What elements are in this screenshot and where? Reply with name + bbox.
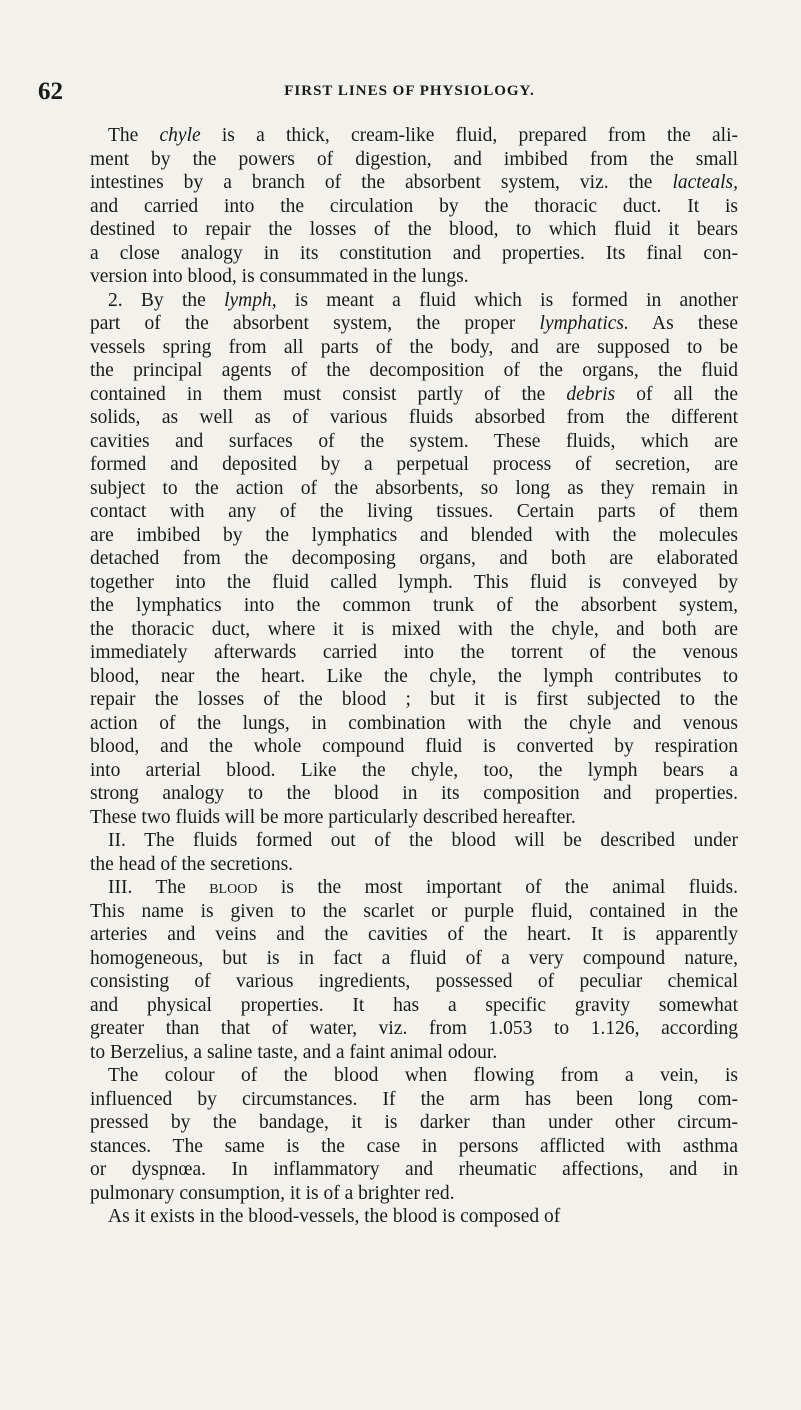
text-line xyxy=(90,406,738,430)
text-line xyxy=(90,1205,738,1229)
text-run: or dyspnœa. In inflammatory and rheumatic affections, and in xyxy=(90,1159,738,1180)
text-line xyxy=(90,876,738,900)
text-line xyxy=(90,782,738,806)
text-line xyxy=(90,312,738,336)
text-line xyxy=(90,1017,738,1041)
text-line xyxy=(90,195,738,219)
text-line xyxy=(90,571,738,595)
text-line xyxy=(90,829,738,853)
page-number: 62 xyxy=(38,78,63,105)
italic-term: lacteals, xyxy=(672,172,738,193)
text-run: influenced by circumstances. If the arm has been long com- xyxy=(90,1088,738,1110)
text-run: the lymphatics into the common trunk of the absorbent system, xyxy=(90,595,738,616)
text-line xyxy=(90,735,738,759)
text-line xyxy=(90,618,738,642)
text-line xyxy=(90,970,738,994)
body-text xyxy=(90,124,738,1229)
text-line xyxy=(90,1158,738,1182)
text-run: are imbibed by the lymphatics and blended with the molecules xyxy=(90,524,738,546)
text-run: action of the lungs, in combination with the chyle and venous xyxy=(90,712,738,734)
text-run: III. The xyxy=(108,877,210,898)
text-line xyxy=(90,688,738,712)
text-run: part of the absorbent system, the proper xyxy=(90,313,540,334)
text-line xyxy=(90,712,738,736)
text-run: destined to repair the losses of the blood, to which fluid it bears xyxy=(90,219,738,240)
text-run: the principal agents of the decomposition of the organs, the fluid xyxy=(90,360,738,381)
text-run: immediately afterwards carried into the torrent of the venous xyxy=(90,642,738,663)
text-line xyxy=(90,148,738,172)
text-run: ment by the powers of digestion, and imbibed from the small xyxy=(90,148,738,170)
text-run: and physical properties. It has a specific gravity somewhat xyxy=(90,994,738,1016)
text-line xyxy=(90,923,738,947)
text-run: As these xyxy=(628,313,738,334)
text-line xyxy=(90,1135,738,1159)
text-line xyxy=(90,1041,738,1065)
text-run: vessels spring from all parts of the body, and are supposed to be xyxy=(90,336,738,358)
text-run: The colour of the blood when flowing from a vein, is xyxy=(108,1065,738,1086)
text-run: These two fluids will be more particularly described hereafter. xyxy=(90,806,576,828)
text-run: contained in them must consist partly of the xyxy=(90,383,567,405)
running-title: FIRST LINES OF PHYSIOLOGY. xyxy=(284,83,535,99)
text-line xyxy=(90,430,738,454)
italic-term: lymphatics. xyxy=(539,313,629,334)
text-run: 2. By the xyxy=(108,289,225,311)
text-run: and carried into the circulation by the thoracic duct. It is xyxy=(90,195,738,217)
text-line xyxy=(90,900,738,924)
text-line xyxy=(90,594,738,618)
text-line xyxy=(90,947,738,971)
text-run: blood, near the heart. Like the chyle, the lymph contributes to xyxy=(90,665,738,687)
text-run: to Berzelius, a saline taste, and a faint animal odour. xyxy=(90,1041,498,1063)
text-line xyxy=(90,218,738,242)
text-line xyxy=(90,1064,738,1088)
text-run: II. The fluids formed out of the blood will be described under xyxy=(108,830,738,851)
text-line xyxy=(90,265,738,289)
text-line xyxy=(90,453,738,477)
text-run: version into blood, is consummated in the lungs. xyxy=(90,266,469,287)
text-run: detached from the decomposing organs, and both are elaborated xyxy=(90,548,738,569)
small-caps-term: blood xyxy=(209,877,258,898)
text-run: solids, as well as of various fluids absorbed from the different xyxy=(90,407,738,428)
text-line xyxy=(90,759,738,783)
text-line xyxy=(90,524,738,548)
text-line xyxy=(90,1088,738,1112)
text-run: is a thick, cream-like fluid, prepared from the ali- xyxy=(200,125,738,146)
text-line xyxy=(90,171,738,195)
text-run: subject to the action of the absorbents, so long as they remain in xyxy=(90,477,738,499)
text-run: formed and deposited by a perpetual process of secretion, are xyxy=(90,454,738,475)
text-run: As it exists in the blood-vessels, the blood is composed of xyxy=(108,1206,561,1227)
text-run: arteries and veins and the cavities of the heart. It is apparently xyxy=(90,924,738,945)
text-run: consisting of various ingredients, possessed of peculiar chemical xyxy=(90,971,738,992)
text-line xyxy=(90,124,738,148)
text-run: together into the fluid called lymph. This fluid is conveyed by xyxy=(90,571,738,593)
text-run: repair the losses of the blood ; but it is first subjected to the xyxy=(90,689,738,710)
text-run: pulmonary consumption, it is of a brighter red. xyxy=(90,1182,455,1204)
text-run: strong analogy to the blood in its composition and properties. xyxy=(90,783,738,804)
text-run: is meant a fluid which is formed in another xyxy=(276,289,738,311)
italic-term: chyle xyxy=(159,125,201,146)
text-line xyxy=(90,547,738,571)
text-run: homogeneous, but is in fact a fluid of a very compound nature, xyxy=(90,947,738,969)
text-line xyxy=(90,383,738,407)
text-run: intestines by a branch of the absorbent system, viz. the xyxy=(90,172,673,193)
text-run: greater than that of water, viz. from 1.053 to 1.126, according xyxy=(90,1018,738,1039)
text-line xyxy=(90,806,738,830)
text-run: into arterial blood. Like the chyle, too, the lymph bears a xyxy=(90,759,738,781)
text-run: is the most important of the animal fluids. xyxy=(257,877,738,898)
running-head xyxy=(38,78,741,108)
text-line xyxy=(90,853,738,877)
text-run: the head of the secretions. xyxy=(90,853,294,875)
text-line xyxy=(90,500,738,524)
text-run: contact with any of the living tissues. Certain parts of them xyxy=(90,501,738,522)
text-line xyxy=(90,665,738,689)
text-run: the thoracic duct, where it is mixed with the chyle, and both are xyxy=(90,618,738,640)
text-run: This name is given to the scarlet or purple fluid, contained in the xyxy=(90,900,738,922)
text-line xyxy=(90,289,738,313)
text-run: The xyxy=(108,125,160,146)
text-line xyxy=(90,641,738,665)
text-line xyxy=(90,994,738,1018)
text-line xyxy=(90,1182,738,1206)
text-line xyxy=(90,477,738,501)
text-line xyxy=(90,1111,738,1135)
text-run: stances. The same is the case in persons afflicted with asthma xyxy=(90,1135,738,1157)
text-run: pressed by the bandage, it is darker than under other circum- xyxy=(90,1112,738,1133)
text-line xyxy=(90,359,738,383)
italic-term: lymph, xyxy=(224,289,277,311)
text-run: cavities and surfaces of the system. These fluids, which are xyxy=(90,430,738,452)
text-line xyxy=(90,336,738,360)
text-run: of all the xyxy=(615,383,738,405)
text-line xyxy=(90,242,738,266)
text-run: a close analogy in its constitution and properties. Its final con- xyxy=(90,242,738,264)
text-run: blood, and the whole compound fluid is converted by respiration xyxy=(90,736,738,757)
italic-term: debris xyxy=(566,383,616,405)
